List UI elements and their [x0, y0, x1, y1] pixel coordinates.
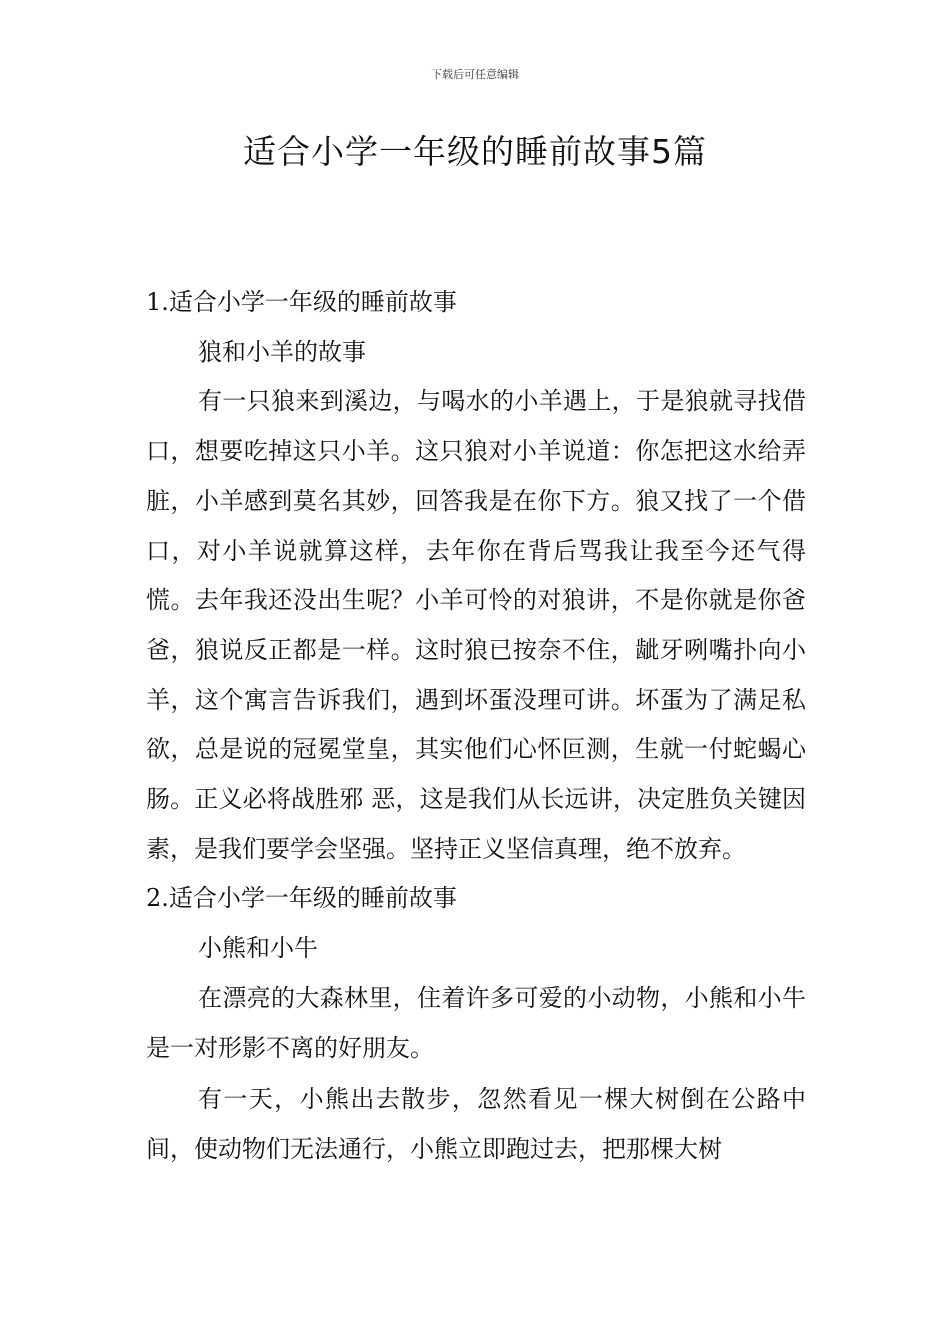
- story-title: 小熊和小牛: [198, 934, 318, 963]
- story-paragraph: 有一只狼来到溪边，与喝水的小羊遇上，于是狼就寻找借口，想要吃掉这只小羊。这只狼对小羊说道：你怎把这水给弄脏，小羊感到莫名其妙，回答我是在你下方。狼又找了一个借口，对小羊说就算这样，去年你在背后骂我让我至今还气得慌。去年我还没出生呢？小羊可怜的对狼讲，不是你就是你爸爸，狼说反正都是一样。这时狼已按奈不住，龇牙咧嘴扑向小羊，这个寓言告诉我们，遇到坏蛋没理可讲。坏蛋为了满足私欲，总是说的冠冕堂皇，其实他们心怀叵测，生就一付蛇蝎心肠。正义必将战胜邪 恶，这是我们从长远讲，决定胜负关键因素，是我们要学会坚强。坚持正义坚信真理，绝不放弃。: [146, 387, 806, 863]
- document-body: [146, 278, 806, 1175]
- section-heading: 2.适合小学一年级的睡前故事: [146, 884, 457, 913]
- document-title: 适合小学一年级的睡前故事5篇: [243, 132, 707, 171]
- story-title: 狼和小羊的故事: [198, 337, 366, 366]
- section-heading: 1.适合小学一年级的睡前故事: [146, 288, 457, 316]
- story-paragraph: 在漂亮的大森林里，住着许多可爱的小动物，小熊和小牛是一对形影不离的好朋友。: [146, 983, 806, 1062]
- story-paragraph: 有一天，小熊出去散步，忽然看见一棵大树倒在公路中间，使动物们无法通行，小熊立即跑过去，把那棵大树: [146, 1085, 806, 1163]
- header-note: 下载后可任意编辑: [431, 68, 519, 81]
